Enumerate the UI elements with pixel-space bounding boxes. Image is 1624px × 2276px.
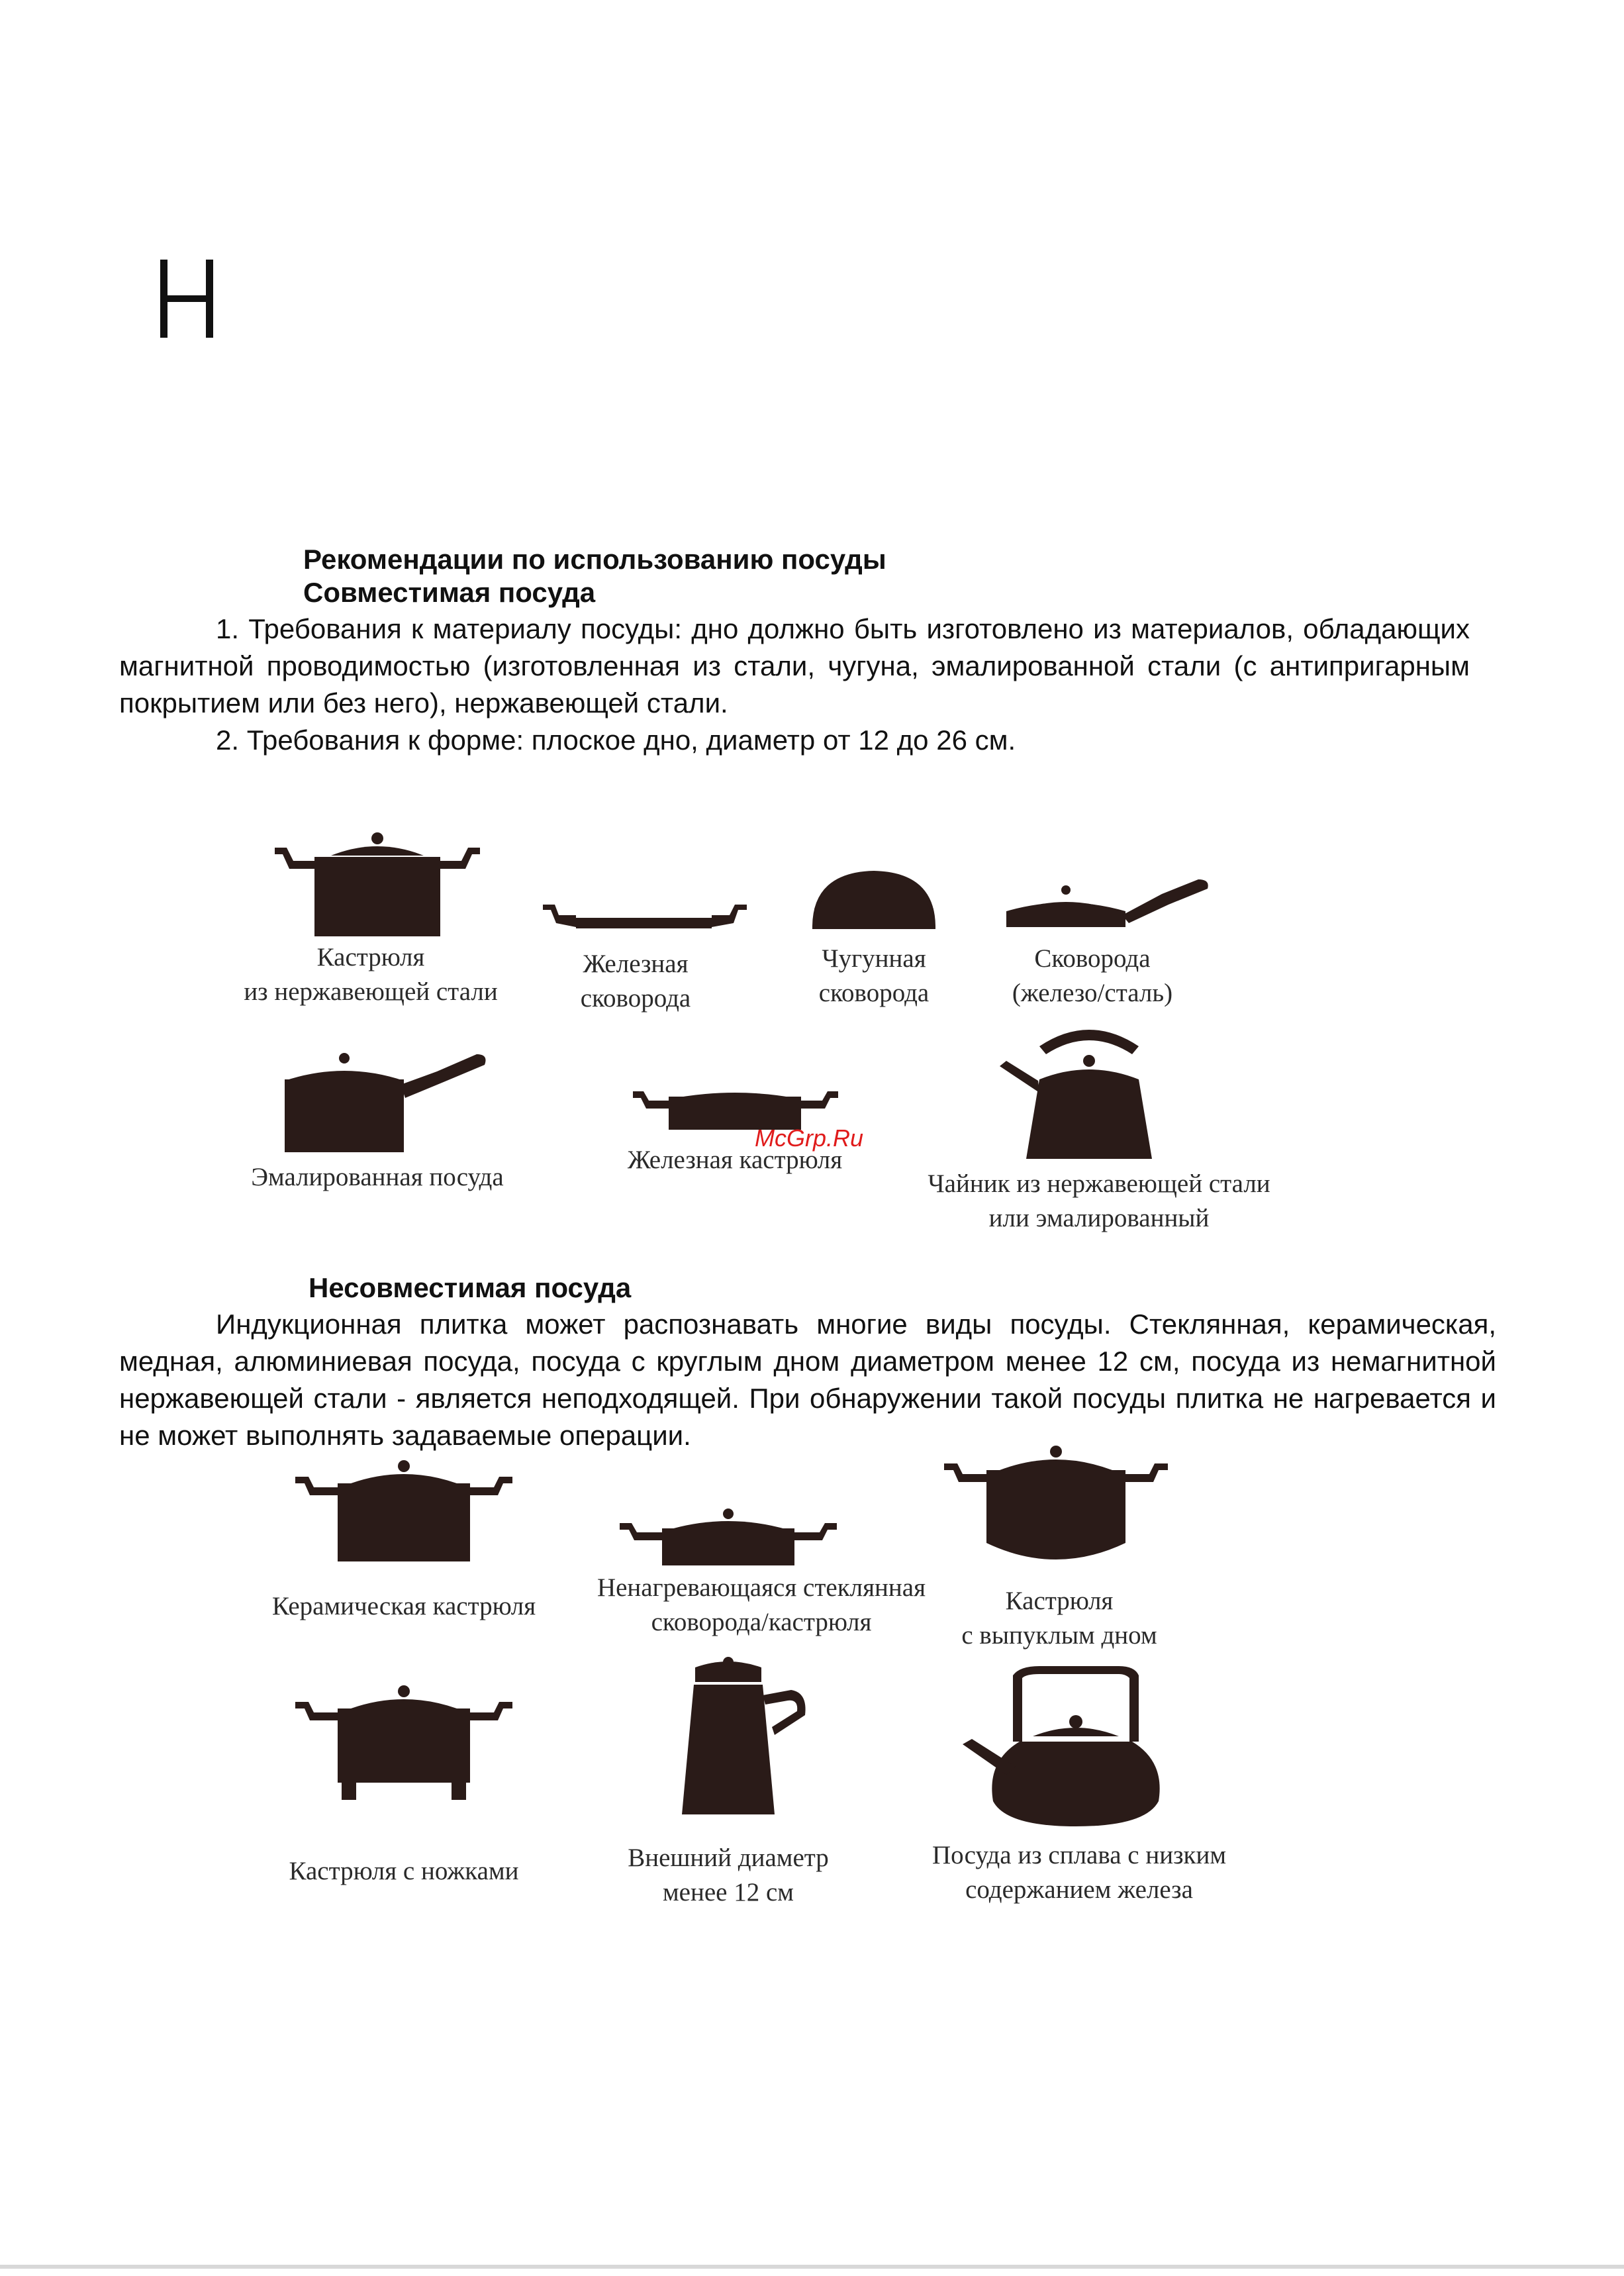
- caption-cast-iron-pan: Чугунная сковорода: [818, 944, 930, 1007]
- caption-alloy-kettle: Посуда из сплава с низким содержанием железа: [931, 1841, 1227, 1904]
- page-letter-glyph: [159, 260, 215, 338]
- section-title: Рекомендации по использованию посуды: [303, 544, 886, 575]
- caption-convex-pot: Кастрюля с выпуклым дном: [961, 1587, 1157, 1650]
- caption-skillet: Сковорода (железо/сталь): [1012, 944, 1173, 1007]
- caption-glass-pan: Ненагревающаяся стеклянная сковорода/кастрюля: [597, 1573, 926, 1636]
- kettle-icon: [1000, 1020, 1178, 1165]
- saucepan-icon: [278, 1046, 490, 1152]
- page-footer-rule: [0, 2265, 1624, 2269]
- caption-small-jug: Внешний диаметр менее 12 см: [628, 1844, 829, 1906]
- small-jug-icon: [675, 1656, 821, 1814]
- caption-iron-pan: Железная сковорода: [580, 950, 691, 1013]
- requirement-shape: 2. Требования к форме: плоское дно, диаметр от 12 до 26 см.: [216, 724, 1016, 756]
- caption-kettle: Чайник из нержавеющей стали или эмалированный: [928, 1169, 1270, 1232]
- caption-iron-pot: Железная кастрюля: [627, 1146, 843, 1174]
- stockpot-icon: [268, 828, 487, 940]
- watermark-text: McGrp.Ru: [755, 1124, 864, 1152]
- incompatible-description: Индукционная плитка может распознавать многие виды посуды. Стеклянная, керамическая, медная, алюминиевая посуда, посуда с круглым дном диаметром менее 12 см, посуда из немагнитной нержавеющей стали - является неподходящей. При обнаружении такой посуды плитка не нагревается и не может выполнять задаваемые операции.: [119, 1309, 1496, 1451]
- glass-pan-icon: [616, 1503, 841, 1569]
- caption-legged-pot: Кастрюля с ножками: [289, 1857, 519, 1885]
- caption-enamel-ware: Эмалированная посуда: [251, 1163, 504, 1191]
- compatible-requirements: [119, 611, 1470, 759]
- ceramic-pot-icon: [291, 1457, 516, 1563]
- compatible-subtitle: Совместимая посуда: [303, 577, 596, 608]
- incompatible-title: Несовместимая посуда: [309, 1272, 632, 1303]
- requirement-material: 1. Требования к материалу посуды: дно должно быть изготовлено из материалов, обладающих магнитной проводимостью (изготовленная из стали, чугуна, эмалированной стали (с антипригарным покрытием или без него), нержавеющей стали.: [119, 613, 1470, 718]
- caption-stockpot: Кастрюля из нержавеющей стали: [244, 943, 498, 1006]
- convex-pot-icon: [940, 1444, 1172, 1576]
- alloy-kettle-icon: [960, 1662, 1178, 1828]
- caption-ceramic-pot: Керамическая кастрюля: [271, 1592, 536, 1620]
- legged-pot-icon: [291, 1682, 516, 1801]
